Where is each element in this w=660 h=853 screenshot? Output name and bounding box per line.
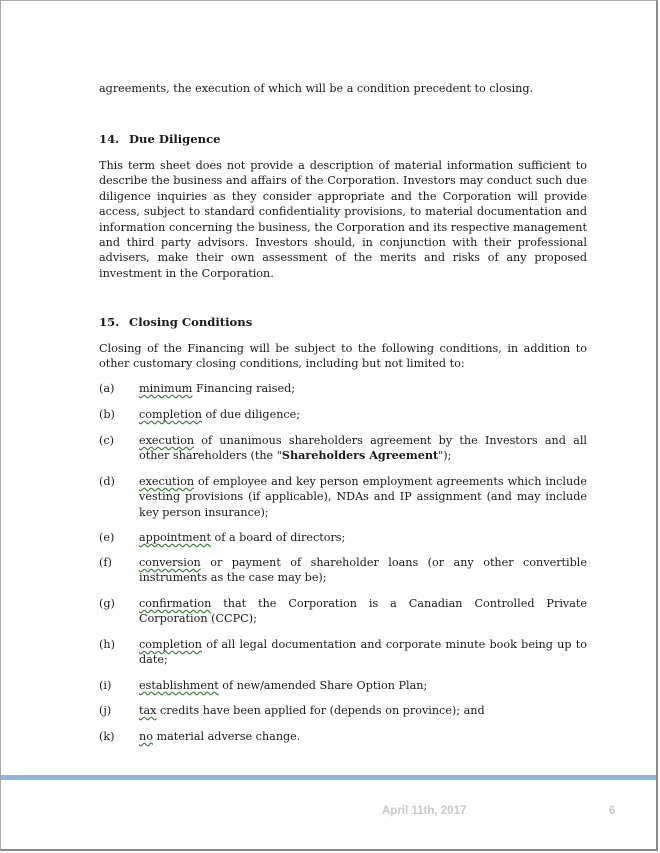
list-marker: (h) [99, 638, 115, 651]
footer-divider [1, 775, 658, 780]
list-marker: (k) [99, 730, 115, 743]
section-14-heading [99, 132, 587, 146]
spellcheck-word: no [139, 730, 153, 743]
list-marker: (c) [99, 434, 114, 447]
spellcheck-word: establishment [139, 679, 219, 692]
list-item-text: of a board of directors; [210, 531, 346, 544]
list-item [99, 678, 587, 693]
list-item [99, 729, 587, 744]
list-item [99, 555, 587, 586]
list-item-text: of new/amended Share Option Plan; [218, 679, 428, 692]
spellcheck-word: execution [139, 434, 195, 447]
spellcheck-word: confirmation [139, 597, 212, 610]
list-item [99, 596, 587, 627]
list-item-text: credits have been applied for (depends on province); and [156, 704, 485, 717]
list-marker: (e) [99, 531, 115, 544]
page-number: 6 [609, 805, 616, 817]
list-item-text: of employee and key person employment agreements which include vesting provisions (if applicable), NDAs and IP assignment (and may include key person insurance); [139, 475, 587, 519]
section-14-title: Due Diligence [129, 132, 221, 146]
list-item-text: that the Corporation is a Canadian Controlled Private Corporation (CCPC); [139, 597, 587, 626]
spellcheck-word: minimum [139, 382, 193, 395]
list-marker: (j) [99, 704, 112, 717]
spellcheck-word: conversion [139, 556, 201, 569]
spellcheck-word: appointment [139, 531, 211, 544]
list-marker: (i) [99, 679, 112, 692]
list-marker: (g) [99, 597, 115, 610]
section-15-number: 15. [99, 315, 120, 329]
section-15-heading [99, 315, 587, 329]
list-marker: (f) [99, 556, 112, 569]
list-item [99, 433, 587, 464]
footer-date: April 11th, 2017 [382, 805, 467, 817]
list-marker: (b) [99, 408, 115, 421]
list-item-text: material adverse change. [152, 730, 301, 743]
defined-term: Shareholders Agreement [281, 448, 439, 463]
intro-line: agreements, the execution of which will be a condition precedent to closing. [99, 82, 534, 95]
list-item-text: or payment of shareholder loans (or any other convertible instruments as the case may be); [139, 556, 587, 585]
list-marker: (a) [99, 382, 115, 395]
list-item-text: of unanimous shareholders agreement by the Investors and all other shareholders (the " [139, 434, 587, 463]
spellcheck-word: tax [139, 704, 157, 717]
list-item [99, 474, 587, 520]
list-marker: (d) [99, 475, 115, 488]
list-item [99, 381, 587, 396]
spellcheck-word: execution [139, 475, 195, 488]
list-item-tail: "); [438, 449, 452, 463]
list-item [99, 703, 587, 718]
list-item [99, 637, 587, 668]
section-14-number: 14. [99, 132, 120, 146]
spellcheck-word: completion [139, 638, 202, 651]
section-14-body: This term sheet does not provide a description of material information sufficient to describe the business and affairs of the Corporation. Investors may conduct such due diligence inquiries as they consider appropriate and the Corporation will provide access, subject to standard confidentiality provisions, to material documentation and information concerning the business, the Corporation and its respective management and third party advisors. Investors should, in conjunction with their professional advisers, make their own assessment of the merits and risks of any proposed investment in the Corporation. [99, 159, 587, 280]
section-15-body: Closing of the Financing will be subject to the following conditions, in addition to other customary closing conditions, including but not limited to: [99, 342, 587, 371]
list-item [99, 407, 587, 422]
list-item-text: Financing raised; [192, 382, 296, 395]
list-item-text: of all legal documentation and corporate minute book being up to date; [139, 638, 587, 667]
spellcheck-word: completion [139, 408, 202, 421]
section-15-title: Closing Conditions [129, 315, 253, 329]
list-item [99, 530, 587, 545]
list-item-text: of due diligence; [201, 408, 301, 421]
